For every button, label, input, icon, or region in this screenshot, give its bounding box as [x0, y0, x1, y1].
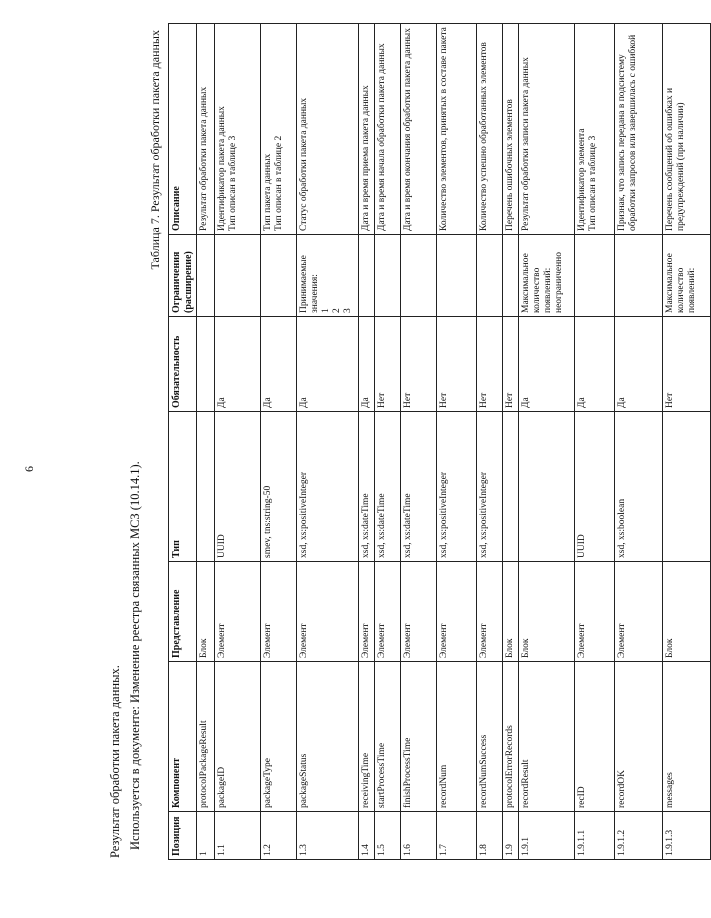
table-cell: messages	[662, 662, 710, 812]
table-row	[614, 24, 662, 860]
table-cell: packageType	[261, 662, 297, 812]
table-cell	[614, 235, 662, 317]
table-cell: 1.4	[359, 812, 375, 860]
table-cell: Да	[614, 317, 662, 412]
table-cell: Да	[261, 317, 297, 412]
table-row	[215, 24, 261, 860]
table-cell: Нет	[374, 317, 400, 412]
table-cell: Элемент	[374, 562, 400, 662]
table-row	[374, 24, 400, 860]
table-cell: receivingTime	[359, 662, 375, 812]
table-cell: Да	[215, 317, 261, 412]
table-cell: Блок	[502, 562, 518, 662]
table-cell	[518, 412, 574, 562]
intro-text-line2: Используется в документе: Изменение реестра связанных МСЗ (10.14.1).	[128, 461, 142, 850]
table-cell: Элемент	[614, 562, 662, 662]
table-cell: Да	[574, 317, 614, 412]
table-cell	[215, 235, 261, 317]
table-row	[261, 24, 297, 860]
table-row	[297, 24, 359, 860]
table-cell: Да	[359, 317, 375, 412]
table-cell: Идентификатор элемента Тип описан в таблице 3	[574, 24, 614, 235]
header-cell: Описание	[169, 24, 197, 235]
table-cell: Да	[297, 317, 359, 412]
table-cell: Элемент	[476, 562, 502, 662]
table-cell: Перечень ошибочных элементов	[502, 24, 518, 235]
table-cell	[574, 235, 614, 317]
table-caption: Таблица 7. Результат обработки пакета данных	[148, 30, 162, 270]
table-cell: xsd, xs:dateTime	[400, 412, 436, 562]
table-cell: Результат обработки пакета данных	[197, 24, 215, 235]
table-cell: packageID	[215, 662, 261, 812]
table-cell	[359, 235, 375, 317]
table-cell: xsd, xs:positiveInteger	[476, 412, 502, 562]
table-cell: Элемент	[436, 562, 476, 662]
table-cell	[374, 235, 400, 317]
table-cell: Идентификатор пакета данных Тип описан в таблице 3	[215, 24, 261, 235]
table-cell: startProcessTime	[374, 662, 400, 812]
table-cell: 1.7	[436, 812, 476, 860]
table-cell: xsd, xs:dateTime	[374, 412, 400, 562]
table-cell: UUID	[215, 412, 261, 562]
table-cell: 1.9.1	[518, 812, 574, 860]
table-cell: Статус обработки пакета данных	[297, 24, 359, 235]
table-cell	[476, 235, 502, 317]
table-cell: Блок	[662, 562, 710, 662]
table-row	[502, 24, 518, 860]
table-cell: recordNum	[436, 662, 476, 812]
table-cell: Максимальное количество появлений: неограниченно	[518, 235, 574, 317]
table-row	[359, 24, 375, 860]
table-cell: Нет	[502, 317, 518, 412]
table-cell: finishProcessTime	[400, 662, 436, 812]
table-cell: Элемент	[215, 562, 261, 662]
table-cell: xsd, xs:boolean	[614, 412, 662, 562]
table-cell: Перечень сообщений об ошибках и предупреждений (при наличии)	[662, 24, 710, 235]
table-cell: Признак, что запись передана в подсистему обработки запросов или завершилась с ошибкой	[614, 24, 662, 235]
table-cell	[502, 412, 518, 562]
table-cell: Дата и время начала обработки пакета данных	[374, 24, 400, 235]
table-row	[518, 24, 574, 860]
table-header-row	[169, 24, 197, 860]
table-cell: 1.3	[297, 812, 359, 860]
table-cell: Дата и время окончания обработки пакета данных	[400, 24, 436, 235]
table-cell: Нет	[662, 317, 710, 412]
table-cell: Количество успешно обработанных элементов	[476, 24, 502, 235]
table-cell: packageStatus	[297, 662, 359, 812]
table-row	[197, 24, 215, 860]
table-row	[574, 24, 614, 860]
table-cell	[197, 317, 215, 412]
table-cell: 1.2	[261, 812, 297, 860]
table-cell: 1.9	[502, 812, 518, 860]
table-cell: Элемент	[574, 562, 614, 662]
table-cell	[436, 235, 476, 317]
table-cell: 1.9.1.2	[614, 812, 662, 860]
table-cell: Элемент	[400, 562, 436, 662]
table-cell: recID	[574, 662, 614, 812]
table-cell	[400, 235, 436, 317]
table-row	[436, 24, 476, 860]
table-cell: Принимаемые значения: 1 2 3	[297, 235, 359, 317]
table-cell: xsd, xs:positiveInteger	[436, 412, 476, 562]
page-number: 6	[22, 466, 36, 472]
table-cell: recordNumSuccess	[476, 662, 502, 812]
header-cell: Обязательность	[169, 317, 197, 412]
header-cell: Позиция	[169, 812, 197, 860]
table-cell	[261, 235, 297, 317]
table-cell	[502, 235, 518, 317]
table-row	[662, 24, 710, 860]
table-cell: Количество элементов, принятых в составе пакета	[436, 24, 476, 235]
result-table	[168, 23, 711, 860]
table-cell: 1.1	[215, 812, 261, 860]
table-cell: 1	[197, 812, 215, 860]
table-cell: Блок	[197, 562, 215, 662]
table-cell: Элемент	[261, 562, 297, 662]
table-cell	[197, 412, 215, 562]
table-cell: 1.9.1.1	[574, 812, 614, 860]
table-cell: recordOK	[614, 662, 662, 812]
table-cell: Тип пакета данных Тип описан в таблице 2	[261, 24, 297, 235]
table-cell: 1.9.1.3	[662, 812, 710, 860]
table-cell: Максимальное количество появлений:	[662, 235, 710, 317]
table-row	[400, 24, 436, 860]
table-cell: xsd, xs:positiveInteger	[297, 412, 359, 562]
intro-text-line1: Результат обработки пакета данных.	[108, 665, 122, 858]
header-cell: Представление	[169, 562, 197, 662]
table-cell: Элемент	[359, 562, 375, 662]
header-cell: Компонент	[169, 662, 197, 812]
header-cell: Тип	[169, 412, 197, 562]
table-cell: Результат обработки записи пакета данных	[518, 24, 574, 235]
table-row	[476, 24, 502, 860]
table-cell: Блок	[518, 562, 574, 662]
table-cell: protocolErrorRecords	[502, 662, 518, 812]
table-cell: xsd, xs:dateTime	[359, 412, 375, 562]
table-cell: protocolPackageResult	[197, 662, 215, 812]
header-cell: Ограничения (расширение)	[169, 235, 197, 317]
table-cell: Нет	[436, 317, 476, 412]
table-cell: Элемент	[297, 562, 359, 662]
table-cell: Нет	[400, 317, 436, 412]
table-cell: 1.6	[400, 812, 436, 860]
table-cell	[662, 412, 710, 562]
table-cell: UUID	[574, 412, 614, 562]
table-cell: smev, tns:string-50	[261, 412, 297, 562]
table-cell: Да	[518, 317, 574, 412]
table-cell: 1.5	[374, 812, 400, 860]
table-cell	[197, 235, 215, 317]
table-cell: 1.8	[476, 812, 502, 860]
table-cell: Нет	[476, 317, 502, 412]
table-cell: Дата и время приема пакета данных	[359, 24, 375, 235]
table-cell: recordResult	[518, 662, 574, 812]
